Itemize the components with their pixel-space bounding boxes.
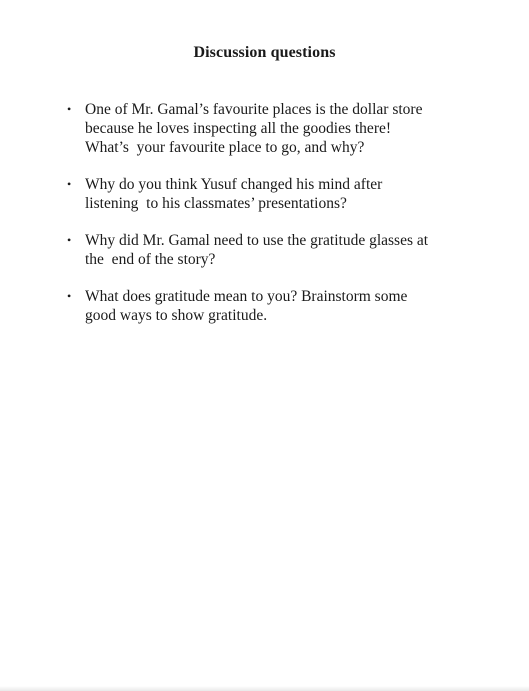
question-text-line: What does gratitude mean to you? Brainstorm some	[85, 288, 408, 305]
question-text-line: Why do you think Yusuf changed his mind after	[85, 176, 383, 193]
discussion-question	[66, 231, 466, 269]
question-text-line: Why did Mr. Gamal need to use the gratitude glasses at	[85, 232, 429, 249]
discussion-question	[66, 287, 466, 325]
question-text-line: What’s your favourite place to go, and why?	[85, 139, 365, 156]
page-bottom-edge	[0, 686, 529, 691]
question-text-line: One of Mr. Gamal’s favourite places is the dollar store	[85, 101, 423, 118]
bullet-icon: •	[67, 233, 72, 247]
bullet-icon: •	[67, 177, 72, 191]
question-text-line: the end of the story?	[85, 251, 216, 268]
bullet-icon: •	[67, 289, 72, 303]
discussion-question-list	[66, 100, 466, 343]
page-title: Discussion questions	[193, 44, 336, 61]
question-text-line: listening to his classmates’ presentations?	[85, 195, 347, 212]
discussion-question	[66, 100, 466, 157]
bullet-icon: •	[67, 102, 72, 116]
question-text-line: because he loves inspecting all the goodies there!	[85, 120, 392, 137]
discussion-question	[66, 175, 466, 213]
question-text-line: good ways to show gratitude.	[85, 307, 268, 324]
